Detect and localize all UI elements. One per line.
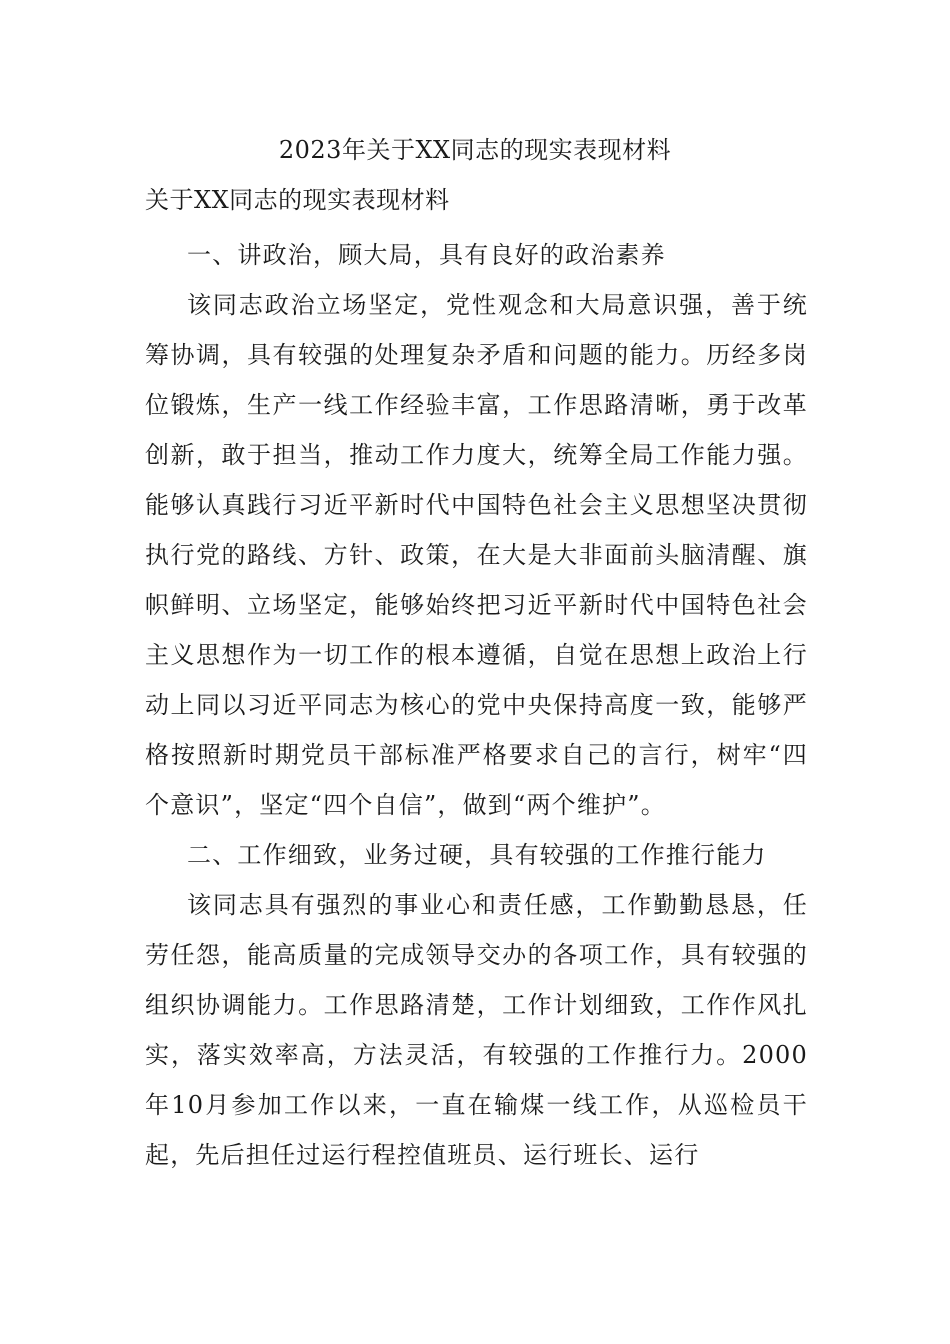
document-subtitle: 关于XX同志的现实表现材料 (145, 186, 450, 214)
section-paragraph-2: 该同志具有强烈的事业心和责任感，工作勤勤恳恳，任劳任怨，能高质量的完成领导交办的各项工作，具有较强的组织协调能力。工作思路清楚，工作计划细致，工作作风扎实，落实效率高，方法灵活，有较强的工作推行力。2000年10月参加工作以来，一直在输煤一线工作，从巡检员干起，先后担任过运行程控值班员、运行班长、运行 (145, 891, 808, 1169)
section-heading-2: 二、工作细致，业务过硬，具有较强的工作推行能力 (187, 841, 767, 869)
document-body (145, 230, 808, 1180)
section-heading-1: 一、讲政治，顾大局，具有良好的政治素养 (187, 241, 666, 269)
section-paragraph-1: 该同志政治立场坚定，党性观念和大局意识强，善于统筹协调，具有较强的处理复杂矛盾和问题的能力。历经多岗位锻炼，生产一线工作经验丰富，工作思路清晰，勇于改革创新，敢于担当，推动工作力度大，统筹全局工作能力强。能够认真践行习近平新时代中国特色社会主义思想坚决贯彻执行党的路线、方针、政策，在大是大非面前头脑清醒、旗帜鲜明、立场坚定，能够始终把习近平新时代中国特色社会主义思想作为一切工作的根本遵循，自觉在思想上政治上行动上同以习近平同志为核心的党中央保持高度一致，能够严格按照新时期党员干部标准严格要求自己的言行，树牢“四个意识”，坚定“四个自信”，做到“两个维护”。 (145, 291, 808, 819)
document-title: 2023年关于XX同志的现实表现材料 (278, 136, 672, 164)
